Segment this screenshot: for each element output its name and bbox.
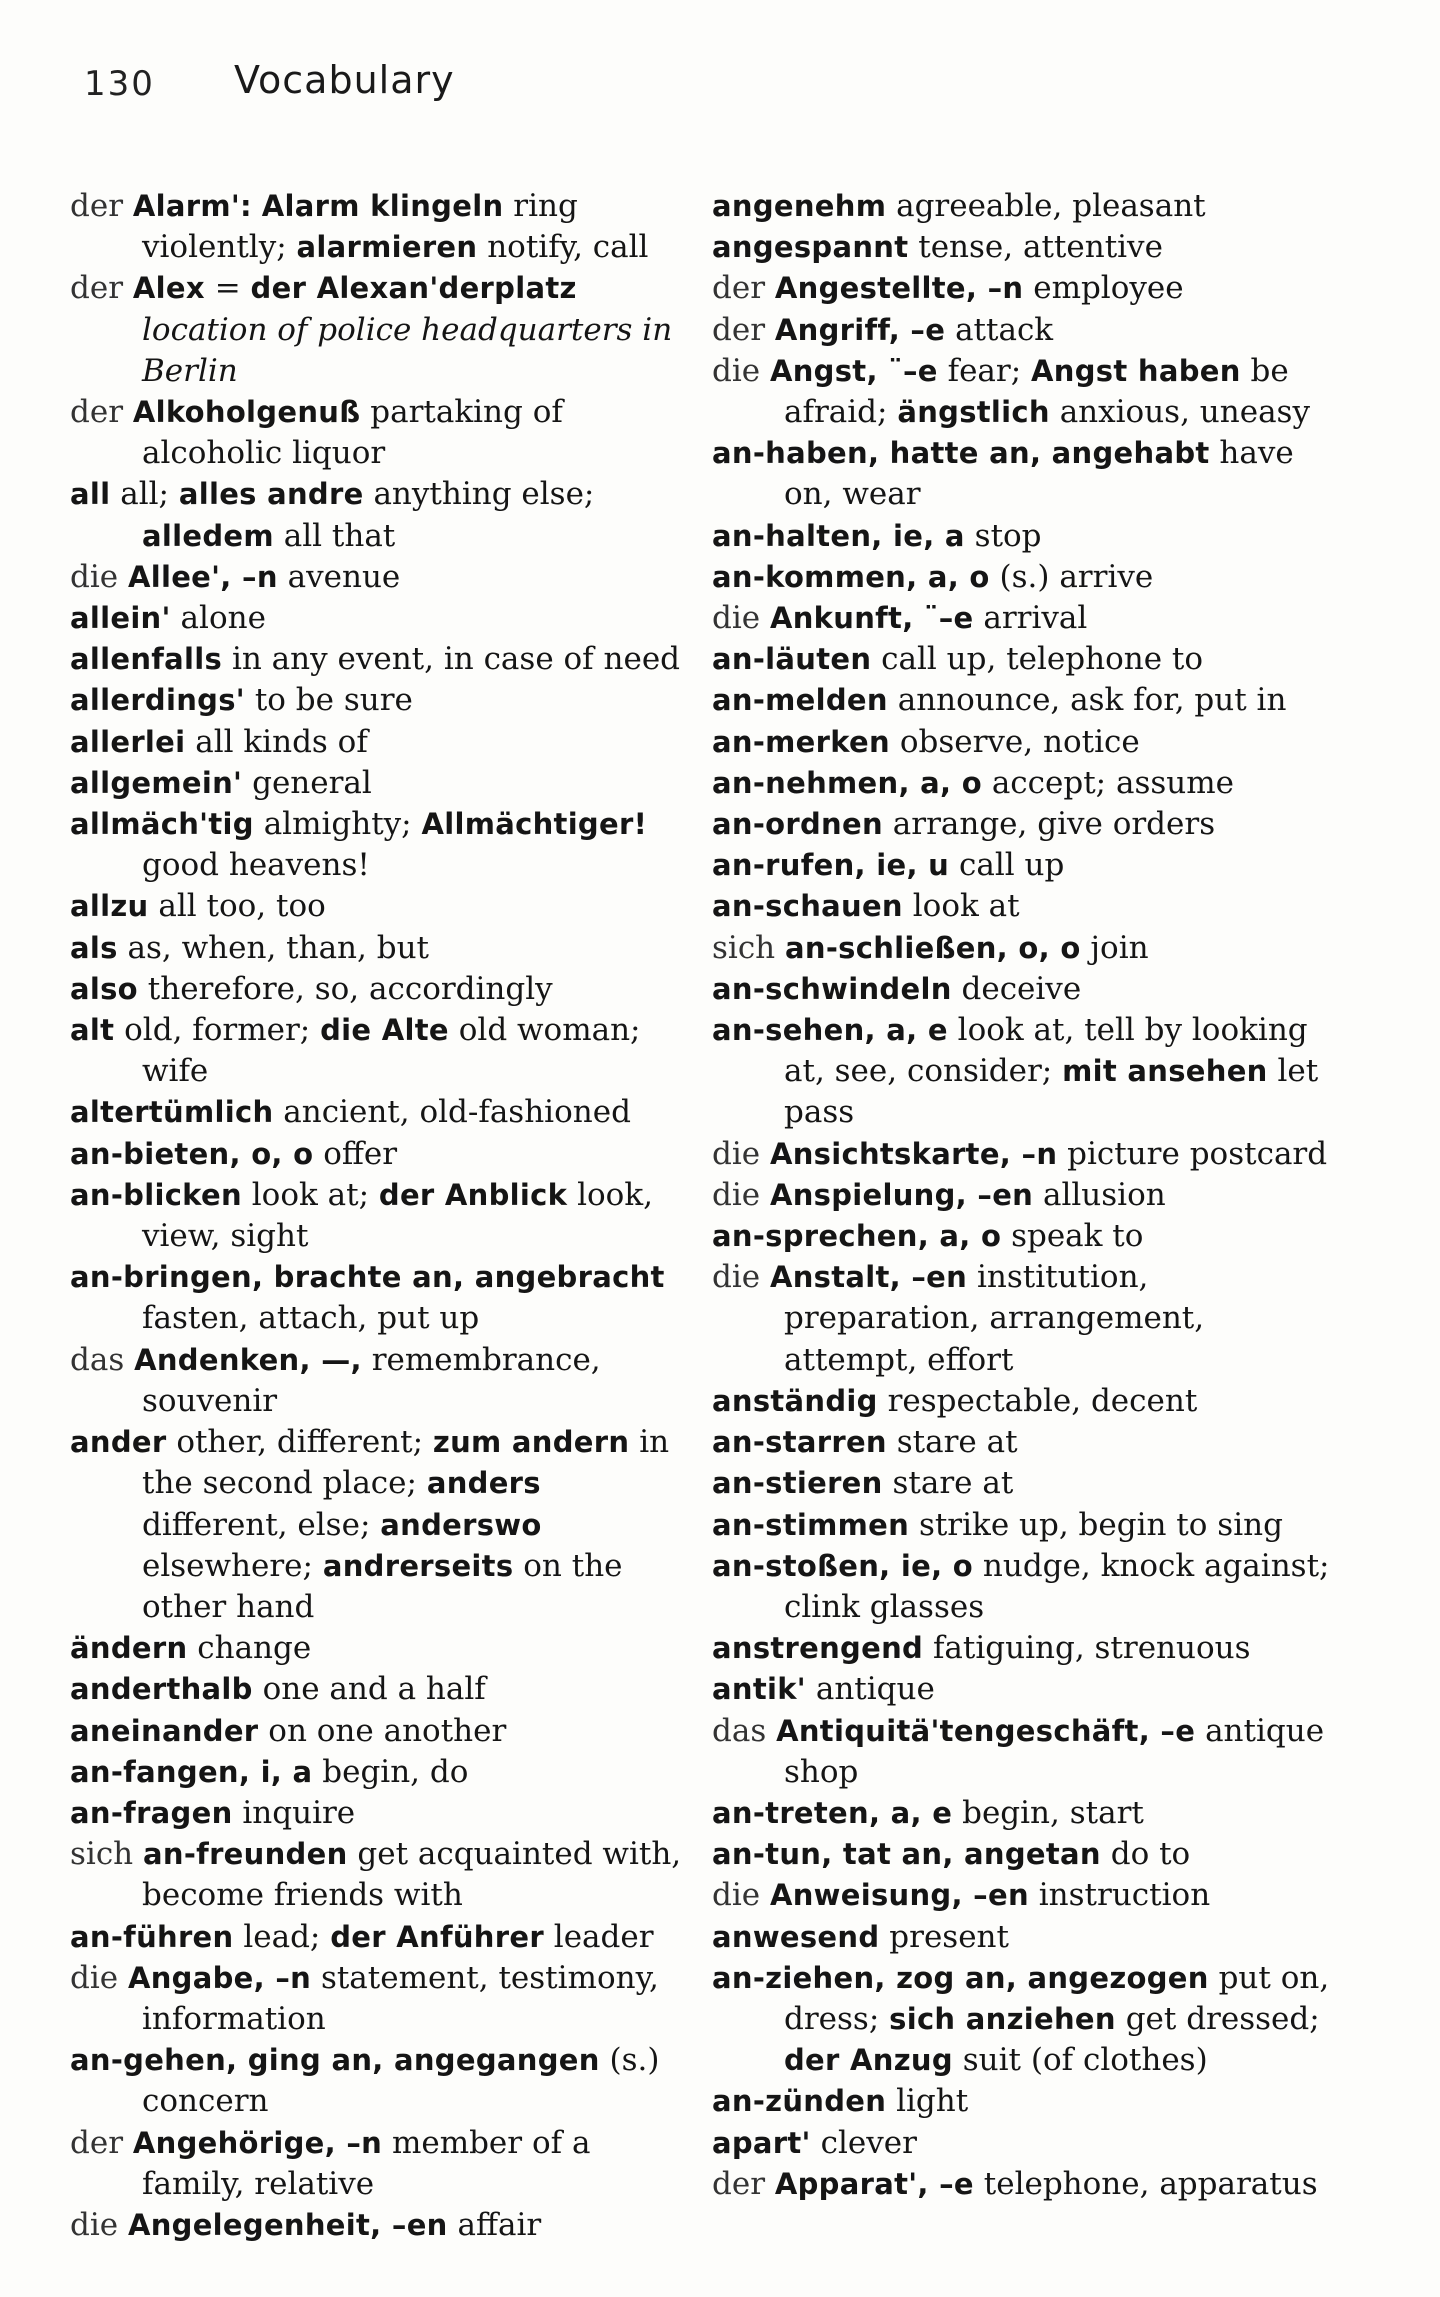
entry-article: der bbox=[712, 2165, 766, 2202]
vocab-entry bbox=[70, 392, 692, 474]
entry-headword: allerdings' bbox=[70, 683, 245, 718]
entry-definition: instruction bbox=[1038, 1877, 1211, 1914]
vocab-entry bbox=[712, 639, 1334, 680]
entry-headword: an-bieten, o, o bbox=[70, 1136, 314, 1171]
vocab-entry bbox=[70, 1752, 692, 1793]
entry-headword: Anspielung, –en bbox=[769, 1177, 1034, 1212]
entry-definition: observe, notice bbox=[899, 723, 1140, 760]
vocab-entry bbox=[70, 2205, 692, 2246]
entry-subword: sich anziehen bbox=[889, 2001, 1116, 2036]
vocab-entry bbox=[70, 1793, 692, 1834]
entry-headword: angespannt bbox=[712, 230, 909, 265]
entry-definition: lead; bbox=[243, 1918, 321, 1955]
vocab-entry bbox=[70, 639, 692, 680]
entry-definition: clever bbox=[820, 2124, 917, 2161]
entry-article: die bbox=[712, 1259, 761, 1296]
vocab-entry bbox=[70, 1422, 692, 1628]
entry-article: der bbox=[70, 2124, 124, 2161]
entry-headword: anständig bbox=[712, 1383, 878, 1418]
entry-headword: an-ziehen, zog an, angezogen bbox=[712, 1960, 1209, 1995]
entry-definition: join bbox=[1090, 929, 1149, 966]
entry-definition: alone bbox=[180, 600, 266, 637]
entry-headword: allmäch'tig bbox=[70, 807, 254, 842]
vocab-entry bbox=[712, 227, 1334, 268]
entry-headword: an-fragen bbox=[70, 1795, 233, 1830]
entry-article: der bbox=[70, 188, 124, 224]
vocab-entry bbox=[712, 1628, 1334, 1669]
entry-definition: light bbox=[896, 2083, 969, 2120]
entry-definition: remembrance, souvenir bbox=[142, 1341, 601, 1419]
entry-definition: good heavens! bbox=[142, 847, 370, 884]
entry-headword: an-stoßen, ie, o bbox=[712, 1548, 974, 1583]
entry-headword: ändern bbox=[70, 1631, 188, 1666]
entry-headword: Angst, ¨–e bbox=[769, 353, 938, 388]
entry-definition: agreeable, pleasant bbox=[896, 188, 1206, 224]
entry-headword: allgemein' bbox=[70, 765, 243, 800]
vocab-entry bbox=[712, 1463, 1334, 1504]
entry-definition: old woman; wife bbox=[142, 1012, 641, 1090]
entry-article: die bbox=[712, 1877, 761, 1914]
entry-definition: all; bbox=[120, 476, 169, 513]
entry-headword: Angelegenheit, –en bbox=[127, 2207, 448, 2242]
vocab-entry bbox=[712, 886, 1334, 927]
entry-subword: mit ansehen bbox=[1062, 1054, 1268, 1089]
vocab-entry bbox=[712, 928, 1334, 969]
vocab-entry bbox=[712, 433, 1334, 515]
entry-article: der bbox=[712, 311, 766, 348]
entry-headword: Angriff, –e bbox=[774, 312, 946, 347]
entry-definition: begin, start bbox=[962, 1794, 1144, 1831]
vocab-entry bbox=[70, 886, 692, 927]
vocab-entry bbox=[712, 969, 1334, 1010]
entry-definition: anxious, uneasy bbox=[1059, 394, 1310, 431]
entry-definition: look, view, sight bbox=[142, 1176, 653, 1255]
entry-subword: Angst haben bbox=[1031, 353, 1241, 388]
entry-definition: respectable, decent bbox=[887, 1382, 1198, 1419]
entry-headword: an-stimmen bbox=[712, 1507, 910, 1542]
vocab-entry bbox=[712, 1010, 1334, 1134]
entry-definition: stare at bbox=[896, 1424, 1018, 1461]
entry-definition: elsewhere; bbox=[142, 1547, 313, 1584]
entry-headword: an-melden bbox=[712, 683, 888, 718]
entry-definition: nudge, knock against; clink glasses bbox=[784, 1547, 1330, 1625]
entry-headword: an-merken bbox=[712, 724, 890, 759]
vocab-entry bbox=[70, 722, 692, 763]
entry-definition: call up bbox=[958, 847, 1065, 884]
entry-headword: an-haben, hatte an, angehabt bbox=[712, 436, 1210, 471]
vocab-entry bbox=[70, 557, 692, 598]
vocab-entry bbox=[712, 722, 1334, 763]
entry-headword: an-schließen, o, o bbox=[785, 930, 1081, 965]
entry-definition: other, different; bbox=[176, 1424, 424, 1461]
vocab-entry bbox=[712, 1175, 1334, 1216]
entry-article: das bbox=[712, 1712, 767, 1749]
vocab-entry bbox=[712, 1711, 1334, 1793]
vocab-entry bbox=[70, 1340, 692, 1422]
vocab-entry bbox=[70, 186, 692, 268]
entry-definition: on one another bbox=[268, 1712, 507, 1749]
vocab-entry bbox=[70, 268, 692, 392]
vocab-entry bbox=[70, 1917, 692, 1958]
vocab-entry bbox=[70, 1092, 692, 1133]
entry-definition: therefore, so, accordingly bbox=[147, 970, 553, 1007]
entry-headword: an-stieren bbox=[712, 1466, 883, 1501]
vocab-entry bbox=[712, 268, 1334, 309]
vocab-entry bbox=[70, 1175, 692, 1257]
vocab-entry bbox=[70, 763, 692, 804]
entry-headword: an-gehen, ging an, angegangen bbox=[70, 2043, 600, 2078]
entry-subword: alarmieren bbox=[296, 230, 478, 265]
page-header bbox=[84, 58, 1356, 118]
vocab-entry bbox=[712, 1917, 1334, 1958]
vocab-entry bbox=[70, 1711, 692, 1752]
entry-headword: Andenken, —, bbox=[134, 1342, 362, 1377]
entry-article: der bbox=[70, 394, 124, 431]
vocab-entry bbox=[70, 1669, 692, 1710]
entry-definition: let pass bbox=[784, 1053, 1319, 1131]
entry-headword: an-halten, ie, a bbox=[712, 518, 965, 553]
vocab-entry bbox=[70, 1958, 692, 2040]
entry-definition: antique bbox=[815, 1671, 935, 1708]
entry-headword: allein' bbox=[70, 601, 171, 636]
entry-definition: look at bbox=[912, 888, 1020, 925]
entry-definition: get acquainted with, become friends with bbox=[142, 1836, 682, 1914]
vocab-entry bbox=[712, 557, 1334, 598]
entry-definition: employee bbox=[1033, 270, 1184, 307]
entry-definition: different, else; bbox=[142, 1506, 371, 1543]
vocab-entry bbox=[712, 1257, 1334, 1381]
entry-headword: allerlei bbox=[70, 724, 186, 759]
vocab-entry bbox=[712, 1134, 1334, 1175]
entry-subword: zum andern bbox=[432, 1425, 630, 1460]
vocab-entry bbox=[70, 1834, 692, 1916]
entry-definition: arrange, give orders bbox=[892, 806, 1216, 843]
entry-headword: an-rufen, ie, u bbox=[712, 848, 950, 883]
entry-definition: fasten, attach, put up bbox=[142, 1300, 480, 1337]
entry-definition: notify, call bbox=[487, 229, 649, 266]
entry-definition: put on, dress; bbox=[784, 1959, 1330, 2037]
vocab-entry bbox=[70, 680, 692, 721]
vocab-entry bbox=[712, 1422, 1334, 1463]
entry-article: die bbox=[712, 1176, 761, 1213]
vocab-entry bbox=[70, 1010, 692, 1092]
vocab-entry bbox=[712, 598, 1334, 639]
entry-headword: altertümlich bbox=[70, 1095, 274, 1130]
entry-headword: Angabe, –n bbox=[127, 1960, 312, 1995]
entry-article: das bbox=[70, 1341, 125, 1378]
entry-article: der bbox=[712, 270, 766, 307]
vocab-entry bbox=[712, 680, 1334, 721]
vocab-entry bbox=[70, 2040, 692, 2122]
entry-definition: get dressed; bbox=[1125, 2000, 1320, 2037]
page-number: 130 bbox=[84, 64, 155, 104]
vocab-entry bbox=[712, 2123, 1334, 2164]
entry-definition: deceive bbox=[961, 970, 1082, 1007]
entry-definition: avenue bbox=[287, 558, 401, 595]
entry-definition: stop bbox=[974, 517, 1042, 554]
entry-article: der bbox=[70, 270, 124, 307]
vocab-entry bbox=[70, 474, 692, 556]
entry-article: die bbox=[70, 1959, 119, 1996]
vocab-entry bbox=[70, 598, 692, 639]
entry-headword: an-führen bbox=[70, 1919, 234, 1954]
entry-subword: ängstlich bbox=[897, 395, 1050, 430]
vocab-entry bbox=[712, 516, 1334, 557]
entry-subword: der Alexan'derplatz bbox=[250, 271, 577, 306]
entry-definition: fatiguing, strenuous bbox=[932, 1630, 1251, 1667]
entry-headword: alt bbox=[70, 1013, 115, 1048]
entry-definition: one and a half bbox=[262, 1671, 486, 1708]
entry-definition: call up, telephone to bbox=[881, 641, 1204, 678]
entry-subword: Alarm klingeln bbox=[261, 189, 504, 223]
entry-headword: an-tun, tat an, angetan bbox=[712, 1837, 1101, 1872]
entry-definition: strike up, begin to sing bbox=[918, 1506, 1283, 1543]
entry-subword: andrerseits bbox=[322, 1548, 514, 1583]
entry-definition: fear; bbox=[947, 352, 1022, 389]
entry-definition: as, when, than, but bbox=[127, 929, 429, 966]
vocab-entry bbox=[70, 804, 692, 886]
vocab-entry bbox=[712, 1505, 1334, 1546]
entry-article: die bbox=[712, 352, 761, 389]
vocab-entry bbox=[70, 1257, 692, 1339]
entry-subword: anderswo bbox=[380, 1507, 542, 1542]
entry-headword: Angehörige, –n bbox=[132, 2125, 383, 2160]
vocab-entry bbox=[712, 1381, 1334, 1422]
vocab-entry bbox=[70, 2123, 692, 2205]
entry-headword: an-bringen, brachte an, angebracht bbox=[70, 1260, 665, 1295]
entry-headword: an-nehmen, a, o bbox=[712, 765, 982, 800]
entry-definition: all kinds of bbox=[195, 723, 368, 760]
entry-definition: suit (of clothes) bbox=[962, 2042, 1208, 2079]
entry-article: die bbox=[70, 2206, 119, 2243]
entry-subword: die Alte bbox=[320, 1013, 449, 1048]
entry-definition: tense, attentive bbox=[918, 229, 1163, 266]
entry-definition: ring violently; bbox=[142, 188, 578, 266]
entry-subword: Allmächtiger! bbox=[421, 807, 648, 842]
entry-definition: have on, wear bbox=[784, 435, 1294, 513]
vocab-entry bbox=[712, 845, 1334, 886]
entry-definition: look at, tell by looking at, see, consider; bbox=[784, 1012, 1308, 1090]
entry-definition: to be sure bbox=[254, 682, 413, 719]
vocab-entry bbox=[712, 186, 1334, 227]
entry-headword: an-ordnen bbox=[712, 807, 883, 842]
entry-headword: Anstalt, –en bbox=[769, 1260, 968, 1295]
vocab-entry bbox=[712, 1834, 1334, 1875]
entry-definition: member of a family, relative bbox=[142, 2124, 591, 2202]
vocab-entry bbox=[712, 1958, 1334, 2082]
entry-definition: in any event, in case of need bbox=[231, 641, 681, 678]
vocab-entry bbox=[712, 763, 1334, 804]
entry-definition: all that bbox=[283, 517, 396, 554]
entry-definition: do to bbox=[1110, 1836, 1191, 1873]
entry-headword: an-schwindeln bbox=[712, 971, 952, 1006]
entry-definition: offer bbox=[323, 1135, 398, 1172]
entry-definition: institution, preparation, arrangement, attempt, effort bbox=[784, 1259, 1205, 1378]
entry-headword: an-blicken bbox=[70, 1177, 242, 1212]
entry-headword: Angestellte, –n bbox=[774, 271, 1024, 306]
entry-definition: general bbox=[252, 764, 372, 801]
entry-definition: speak to bbox=[1011, 1218, 1144, 1255]
entry-headword: an-zünden bbox=[712, 2084, 887, 2119]
entry-definition: allusion bbox=[1042, 1176, 1166, 1213]
entry-headword: an-kommen, a, o bbox=[712, 559, 990, 594]
entry-subword: alledem bbox=[142, 518, 274, 553]
vocab-entry bbox=[70, 1628, 692, 1669]
entry-definition: all too, too bbox=[158, 888, 326, 925]
vocab-entry bbox=[712, 1216, 1334, 1257]
entry-headword: als bbox=[70, 930, 118, 965]
entry-subword: der Anblick bbox=[378, 1177, 568, 1212]
entry-definition: inquire bbox=[242, 1794, 356, 1831]
entry-headword: Ansichtskarte, –n bbox=[769, 1136, 1058, 1171]
entry-definition: partaking of alcoholic liquor bbox=[142, 394, 563, 472]
entry-headword: an-freunden bbox=[143, 1837, 348, 1872]
entry-definition: old, former; bbox=[124, 1012, 311, 1049]
entry-definition: leader bbox=[553, 1918, 654, 1955]
entry-headword: Alex bbox=[132, 271, 205, 306]
entry-definition: be afraid; bbox=[784, 352, 1289, 431]
entry-definition: attack bbox=[955, 311, 1054, 348]
entry-definition: (s.) concern bbox=[142, 2042, 660, 2120]
entry-definition: stare at bbox=[892, 1465, 1014, 1502]
entry-headword: an-starren bbox=[712, 1425, 887, 1460]
entry-headword: anstrengend bbox=[712, 1631, 924, 1666]
vocab-entry bbox=[712, 1875, 1334, 1916]
entry-definition: in the second place; bbox=[142, 1424, 670, 1502]
entry-definition: telephone, apparatus bbox=[983, 2165, 1318, 2202]
entry-headword: allenfalls bbox=[70, 642, 223, 677]
entry-definition: (s.) arrive bbox=[999, 558, 1154, 595]
vocab-entry bbox=[70, 928, 692, 969]
entry-headword: antik' bbox=[712, 1672, 806, 1707]
entry-definition: accept; assume bbox=[991, 764, 1234, 801]
entry-definition: change bbox=[197, 1630, 312, 1667]
entry-definition: almighty; bbox=[263, 806, 412, 843]
vocab-entry bbox=[70, 1134, 692, 1175]
vocab-entry bbox=[712, 310, 1334, 351]
entry-headword: aneinander bbox=[70, 1713, 259, 1748]
entry-headword: Apparat', –e bbox=[774, 2166, 974, 2201]
entry-definition: = bbox=[214, 270, 241, 307]
entry-headword: Anweisung, –en bbox=[769, 1878, 1029, 1913]
entry-headword: an-sehen, a, e bbox=[712, 1013, 948, 1048]
entry-subword: der Anzug bbox=[784, 2043, 953, 2078]
vocab-entry bbox=[712, 351, 1334, 433]
entry-article: sich bbox=[712, 929, 776, 966]
entry-headword: ander bbox=[70, 1425, 167, 1460]
entry-headword: apart' bbox=[712, 2125, 811, 2160]
entry-article: die bbox=[712, 600, 761, 637]
vocab-entry bbox=[712, 2164, 1334, 2205]
entry-article: die bbox=[712, 1135, 761, 1172]
entry-note: location of police headquarters in Berlin bbox=[142, 311, 673, 389]
entry-article: die bbox=[70, 558, 119, 595]
vocab-entry bbox=[70, 969, 692, 1010]
entry-definition: anything else; bbox=[373, 476, 595, 513]
entry-headword: an-läuten bbox=[712, 642, 872, 677]
entry-definition: arrival bbox=[983, 600, 1088, 637]
vocab-entry bbox=[712, 1546, 1334, 1628]
entry-headword: Ankunft, ¨–e bbox=[769, 601, 974, 636]
vocab-entry bbox=[712, 804, 1334, 845]
entry-headword: an-sprechen, a, o bbox=[712, 1219, 1002, 1254]
entry-headword: Allee', –n bbox=[127, 559, 278, 594]
entry-headword: allzu bbox=[70, 889, 149, 924]
entry-headword: an-schauen bbox=[712, 889, 903, 924]
entry-headword: an-treten, a, e bbox=[712, 1795, 953, 1830]
entry-headword: angenehm bbox=[712, 189, 887, 223]
entry-definition: announce, ask for, put in bbox=[897, 682, 1287, 719]
entry-definition: present bbox=[889, 1918, 1009, 1955]
entry-definition: on the other hand bbox=[142, 1547, 623, 1625]
right-column bbox=[712, 186, 1334, 2205]
entry-definition: picture postcard bbox=[1067, 1135, 1328, 1172]
entry-headword: anwesend bbox=[712, 1919, 880, 1954]
entry-headword: Antiquitä'tengeschäft, –e bbox=[776, 1713, 1196, 1748]
entry-definition: look at; bbox=[251, 1176, 370, 1213]
entry-subword: der Anführer bbox=[330, 1919, 544, 1954]
entry-definition: affair bbox=[457, 2206, 542, 2243]
left-column bbox=[70, 186, 692, 2246]
vocab-entry bbox=[712, 2081, 1334, 2122]
entry-article: sich bbox=[70, 1836, 134, 1873]
entry-headword: an-fangen, i, a bbox=[70, 1754, 313, 1789]
entry-headword: also bbox=[70, 971, 138, 1006]
entry-definition: statement, testimony, information bbox=[142, 1959, 659, 2037]
entry-subword: anders bbox=[426, 1466, 541, 1501]
running-head: Vocabulary bbox=[234, 58, 455, 102]
entry-headword: Alarm': bbox=[132, 189, 252, 223]
vocab-entry bbox=[712, 1669, 1334, 1710]
entry-headword: anderthalb bbox=[70, 1672, 253, 1707]
entry-definition: ancient, old-fashioned bbox=[283, 1094, 631, 1131]
entry-subword: alles andre bbox=[178, 477, 364, 512]
entry-headword: all bbox=[70, 477, 111, 512]
entry-definition: antique shop bbox=[784, 1712, 1325, 1790]
vocab-entry bbox=[712, 1793, 1334, 1834]
entry-definition: begin, do bbox=[322, 1753, 469, 1790]
entry-headword: Alkoholgenuß bbox=[132, 395, 361, 430]
